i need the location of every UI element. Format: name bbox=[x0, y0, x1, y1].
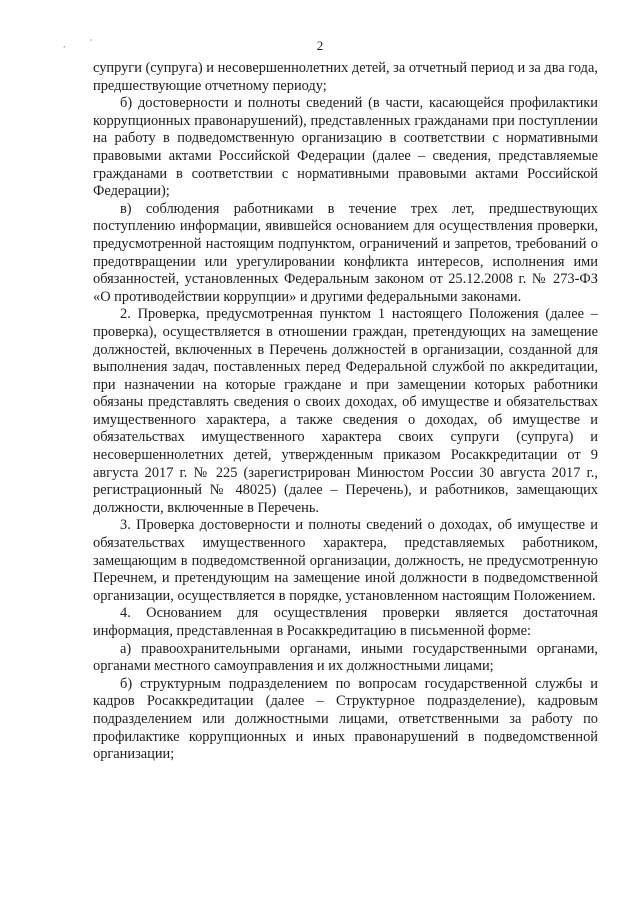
paragraph-item-3: 3. Проверка достоверности и полноты сведений о доходах, об имуществе и обязательствах имущественного характера, представляемых работником, замещающим в подведомственной организации, должность, не предусмотренную Перечнем, и претендующим на замещение иной должности в подведомственной организации, осуществляется в порядке, установленном настоящим Положением. bbox=[93, 517, 598, 604]
document-body bbox=[93, 60, 598, 764]
paragraph-subitem-b: б) достоверности и полноты сведений (в части, касающейся профилактики коррупционных правонарушений), представленных гражданами при поступлении на работу в подведомственную организацию в соответствии с нормативными правовыми актами Российской Федерации (далее – сведения, представляемые гражданами в соответствии с нормативными правовыми актами Российской Федерации); bbox=[93, 95, 598, 200]
paragraph-subitem-b-2: б) структурным подразделением по вопросам государственной службы и кадров Росаккредитации (далее – Структурное подразделение), кадровым подразделением или должностными лицами, ответственными за работу по профилактике коррупционных и иных правонарушений в подведомственной организации; bbox=[93, 675, 598, 763]
paragraph-continuation: супруги (супруга) и несовершеннолетних детей, за отчетный период и за два года, предшествующие отчетному периоду; bbox=[93, 60, 598, 94]
paragraph-subitem-v: в) соблюдения работниками в течение трех лет, предшествующих поступлению информации, явившейся основанием для осуществления проверки, предусмотренной настоящим подпунктом, ограничений и запретов, требований о предотвращении или урегулировании конфликта интересов, исполнения ими обязанностей, установленных Федеральным законом от 25.12.2008 г. № 273-ФЗ «О противодействии коррупции» и другими федеральными законами. bbox=[93, 200, 598, 305]
paragraph-item-4: 4. Основанием для осуществления проверки является достаточная информация, представленная в Росаккредитацию в письменной форме: bbox=[93, 605, 598, 639]
page-number: 2 bbox=[316, 38, 324, 53]
scan-mark: , bbox=[63, 40, 66, 49]
scan-mark: ' bbox=[90, 38, 93, 47]
paragraph-item-2: 2. Проверка, предусмотренная пунктом 1 настоящего Положения (далее – проверка), осуществляется в отношении граждан, претендующих на замещение должностей, включенных в Перечень должностей в организации, созданной для выполнения задач, поставленных перед Федеральной службой по аккредитации, при назначении на которые граждане и при замещении которых работники обязаны представлять сведения о своих доходах, об имуществе и обязательствах имущественного характера, а также сведения о доходах, об имуществе и обязательствах имущественного характера своих супруги (супруга) и несовершеннолетних детей, утвержденным приказом Росаккредитации от 9 августа 2017 г. № 225 (зарегистрирован Минюстом России 30 августа 2017 г., регистрационный № 48025) (далее – Перечень), и работников, замещающих должности, включенные в Перечень. bbox=[93, 306, 598, 516]
paragraph-subitem-a: а) правоохранительными органами, иными государственными органами, органами местного самоуправления и их должностными лицами; bbox=[93, 640, 598, 675]
